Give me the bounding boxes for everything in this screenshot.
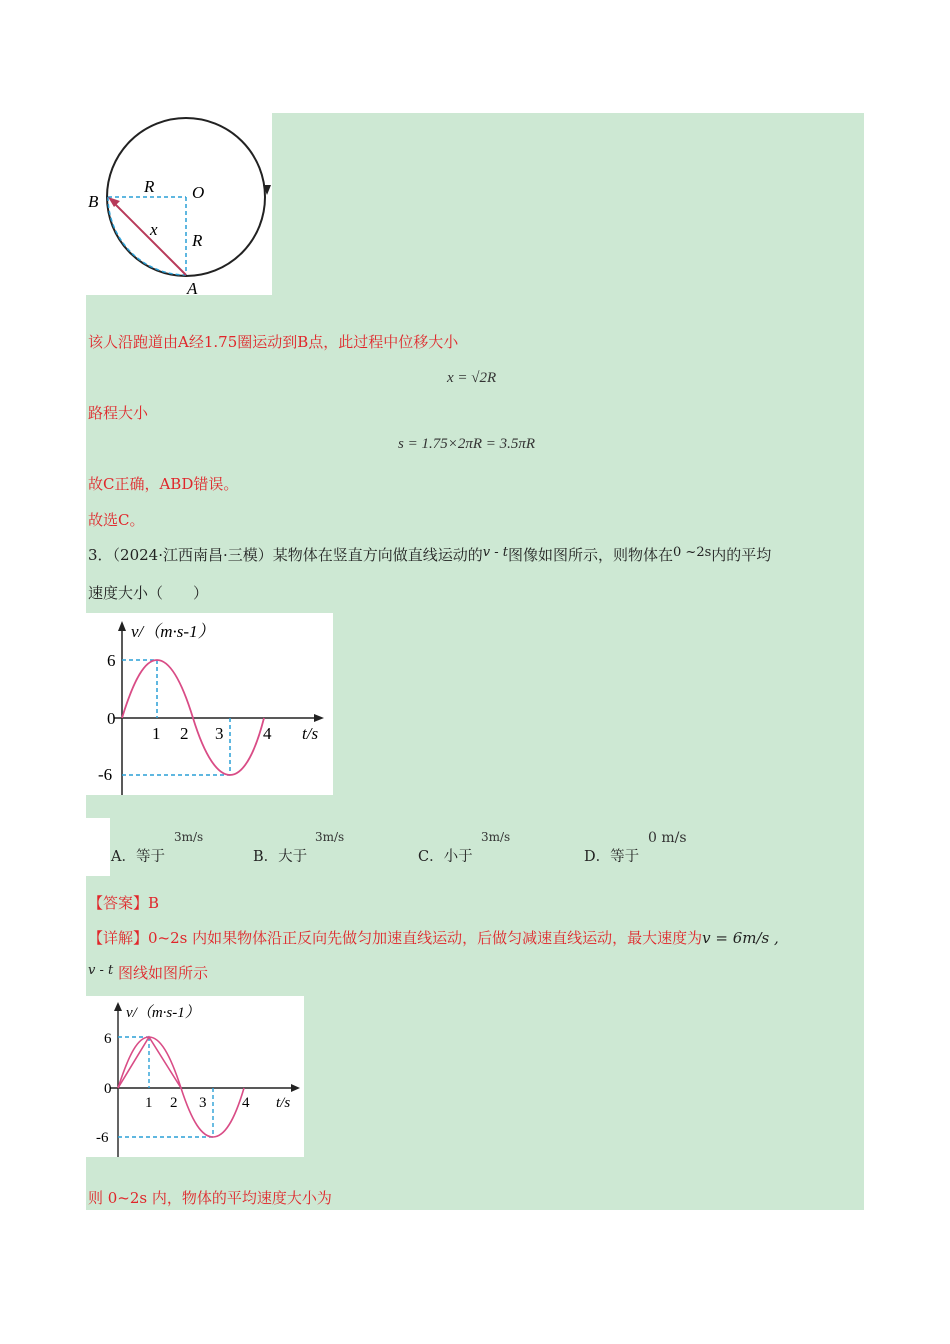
detail-final-line: 则 0~2s 内，物体的平均速度大小为 [88,1189,332,1207]
circle-figure [86,113,272,295]
graph2-tick-3: 3 [199,1095,207,1111]
graph1-tick-1: 1 [152,724,161,743]
graph1-ylabel: v/（m·s-1） [131,622,215,641]
question-stem-a: 某物体在竖直方向做直线运动的 [272,546,483,564]
option-b-value: 3m/s [315,830,345,844]
vt-graph-2 [86,996,304,1157]
solution-line-1: 该人沿跑道由A经1.75圈运动到B点，此过程中位移大小 [88,333,459,351]
label-R-side: R [192,231,203,250]
graph1-tick-4: 4 [263,724,272,743]
vt-graph-1 [86,613,333,795]
label-x: x [150,220,158,239]
question-number: 3． [88,546,113,564]
solution-line-3: 故C正确，ABD错误。 [88,475,239,493]
option-c-label[interactable]: C．小于 [418,849,473,865]
question-source: （2024·江西南昌·三模） [112,546,273,564]
label-O: O [192,183,205,202]
graph2-tick-0: 0 [104,1081,112,1097]
graph2-tick-neg6: -6 [96,1130,109,1146]
label-B: B [88,192,99,211]
equation-displacement: x = √2R [447,370,497,386]
label-A: A [187,279,198,295]
question-3-stem-line2: 速度大小（ ） [88,584,209,602]
question-3-stem [88,545,771,567]
detail-line-1 [88,928,779,948]
graph1-tick-3: 3 [215,724,224,743]
option-a-value: 3m/s [174,830,204,844]
graph2-tick-2: 2 [170,1095,178,1111]
option-a-label[interactable]: A．等于 [111,849,165,865]
option-c-value: 3m/s [481,830,511,844]
graph1-tick-2: 2 [180,724,189,743]
detail-vmax: v = 6m/s , [702,929,779,947]
detail-line-2 [88,963,208,985]
option-b-label[interactable]: B．大于 [253,849,308,865]
detail-vt: v - t [88,963,114,978]
option-d-value: 0 m/s [648,830,687,846]
options-box [86,818,110,876]
detail-text-b: 图线如图所示 [118,964,209,982]
solution-line-4: 故选C。 [88,511,145,529]
question-stem-b: 图像如图所示，则物体在 [508,546,674,564]
graph2-xlabel: t/s [276,1095,291,1111]
graph1-tick-6: 6 [107,651,116,670]
graph1-tick-neg6: -6 [98,765,113,784]
graph2-ylabel: v/（m·s-1） [126,1005,200,1021]
equation-distance: s = 1.75×2πR = 3.5πR [398,436,536,452]
graph1-xlabel: t/s [302,724,319,743]
detail-text-a: 0~2s 内如果物体沿正反向先做匀加速直线运动，后做匀减速直线运动，最大速度为 [148,929,703,947]
label-R-top: R [144,177,155,196]
stem-interval: 0 ~2s [673,545,712,560]
solution-line-2: 路程大小 [88,404,149,422]
option-d-label[interactable]: D．等于 [584,849,640,865]
graph2-tick-1: 1 [145,1095,153,1111]
stem-vt: v - t [482,545,509,560]
detail-tag: 【详解】 [88,929,149,947]
graph1-tick-0: 0 [107,709,116,728]
graph2-tick-6: 6 [104,1031,112,1047]
question-stem-c: 内的平均 [711,546,772,564]
answer-tag: 【答案】B [88,894,160,912]
graph2-tick-4: 4 [242,1095,250,1111]
